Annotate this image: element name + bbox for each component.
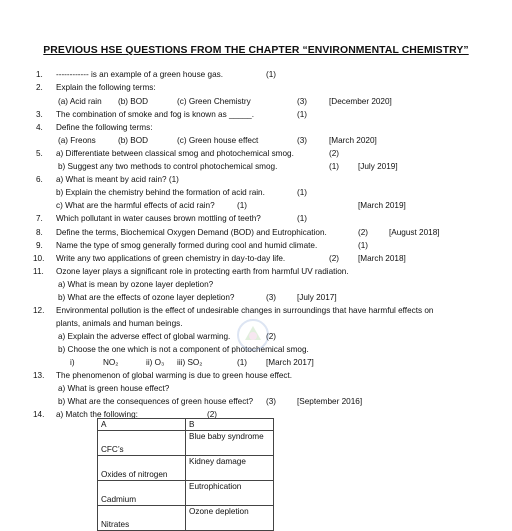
table-cell: Eutrophication xyxy=(186,481,274,506)
question-text: (c) Green house effect xyxy=(177,136,259,145)
question-text: [March 2020] xyxy=(329,136,377,145)
table-cell: Ozone depletion xyxy=(186,506,274,531)
question-number: 1. xyxy=(36,70,43,79)
question-text: (3) xyxy=(297,136,308,145)
question-number: 11. xyxy=(33,267,44,276)
question-number: 2. xyxy=(36,83,43,92)
question-text: (1) xyxy=(297,110,308,119)
question-text: (1) xyxy=(297,214,308,223)
question-text: ii) O₃ xyxy=(146,358,165,367)
question-text: [March 2018] xyxy=(358,254,406,263)
question-text: (2) xyxy=(207,410,218,419)
question-number: 7. xyxy=(36,214,43,223)
question-text: [August 2018] xyxy=(389,228,440,237)
question-text: [December 2020] xyxy=(329,97,392,106)
question-text: Environmental pollution is the effect of undesirable changes in surroundings that have harmful effects on xyxy=(56,306,434,315)
table-cell: Blue baby syndrome xyxy=(186,431,274,456)
table-row xyxy=(98,506,274,531)
page-title: PREVIOUS HSE QUESTIONS FROM THE CHAPTER “ENVIRONMENTAL CHEMISTRY” xyxy=(43,45,469,56)
table-header-cell: A xyxy=(98,419,186,431)
question-text: (1) xyxy=(297,188,308,197)
question-text: (3) xyxy=(297,97,308,106)
question-text: b) Suggest any two methods to control photochemical smog. xyxy=(58,162,278,171)
question-text: a) Explain the adverse effect of global warming. xyxy=(58,332,231,341)
question-number: 14. xyxy=(33,410,45,419)
question-text: (1) xyxy=(237,358,248,367)
match-table xyxy=(97,418,274,531)
question-text: The phenomenon of global warming is due to green house effect. xyxy=(56,371,293,380)
question-text: [September 2016] xyxy=(297,397,363,406)
question-text: (2) xyxy=(358,228,369,237)
table-cell: CFC’s xyxy=(98,431,186,456)
question-text: (a) Acid rain xyxy=(58,97,102,106)
table-header-cell: B xyxy=(186,419,274,431)
question-text: ------------ is an example of a green house gas. xyxy=(56,70,223,79)
question-number: 10. xyxy=(33,254,45,263)
question-text: (c) Green Chemistry xyxy=(177,97,251,106)
question-text: a) Match the following: xyxy=(56,410,138,419)
question-text: b) What are the effects of ozone layer depletion? xyxy=(58,293,235,302)
question-text: [March 2019] xyxy=(358,201,406,210)
question-text: c) What are the harmful effects of acid rain? xyxy=(56,201,215,210)
question-text: (1) xyxy=(266,70,277,79)
question-text: Write any two applications of green chemistry in day-to-day life. xyxy=(56,254,286,263)
question-text: a) What is meant by acid rain? (1) xyxy=(56,175,179,184)
question-text: Which pollutant in water causes brown mottling of teeth? xyxy=(56,214,261,223)
question-text: (2) xyxy=(329,149,340,158)
question-text: (2) xyxy=(329,254,340,263)
table-row xyxy=(98,431,274,456)
table-cell: Kidney damage xyxy=(186,456,274,481)
question-text: NO₂ xyxy=(103,358,119,367)
question-text: b) What are the consequences of green house effect? xyxy=(58,397,254,406)
question-text: [July 2019] xyxy=(358,162,398,171)
table-row xyxy=(98,481,274,506)
question-text: a) Differentiate between classical smog and photochemical smog. xyxy=(56,149,294,158)
table-header-row xyxy=(98,419,274,431)
question-text: [July 2017] xyxy=(297,293,337,302)
question-text: Define the following terms: xyxy=(56,123,153,132)
question-number: 8. xyxy=(36,228,43,237)
question-number: 5. xyxy=(36,149,43,158)
question-number: 3. xyxy=(36,110,43,119)
table-cell: Nitrates xyxy=(98,506,186,531)
question-text: [March 2017] xyxy=(266,358,314,367)
question-number: 12. xyxy=(33,306,45,315)
question-text: (1) xyxy=(237,201,248,210)
question-text: Define the terms, Biochemical Oxygen Demand (BOD) and Eutrophication. xyxy=(56,228,327,237)
question-text: (3) xyxy=(266,293,277,302)
question-text: plants, animals and human beings. xyxy=(56,319,183,328)
question-text: a) What is mean by ozone layer depletion? xyxy=(58,280,214,289)
question-text: (a) Freons xyxy=(58,136,96,145)
question-text: Ozone layer plays a significant role in protecting earth from harmful UV radiation. xyxy=(56,267,349,276)
question-text: (1) xyxy=(358,241,369,250)
question-text: Explain the following terms: xyxy=(56,83,156,92)
question-text: iii) SO₂ xyxy=(177,358,203,367)
question-text: (3) xyxy=(266,397,277,406)
question-text: b) Choose the one which is not a component of photochemical smog. xyxy=(58,345,309,354)
watermark-logo-icon xyxy=(236,318,270,352)
question-text: (1) xyxy=(329,162,340,171)
question-text: The combination of smoke and fog is known as _____. xyxy=(56,110,254,119)
question-text: (b) BOD xyxy=(118,136,149,145)
question-text: b) Explain the chemistry behind the formation of acid rain. xyxy=(56,188,265,197)
question-text: Name the type of smog generally formed during cool and humid climate. xyxy=(56,241,318,250)
table-row xyxy=(98,456,274,481)
question-number: 4. xyxy=(36,123,43,132)
question-number: 9. xyxy=(36,241,43,250)
question-text: (2) xyxy=(266,332,277,341)
question-number: 13. xyxy=(33,371,45,380)
table-cell: Cadmium xyxy=(98,481,186,506)
question-text: i) xyxy=(70,358,75,367)
question-number: 6. xyxy=(36,175,43,184)
table-cell: Oxides of nitrogen xyxy=(98,456,186,481)
question-text: a) What is green house effect? xyxy=(58,384,170,393)
question-text: (b) BOD xyxy=(118,97,149,106)
